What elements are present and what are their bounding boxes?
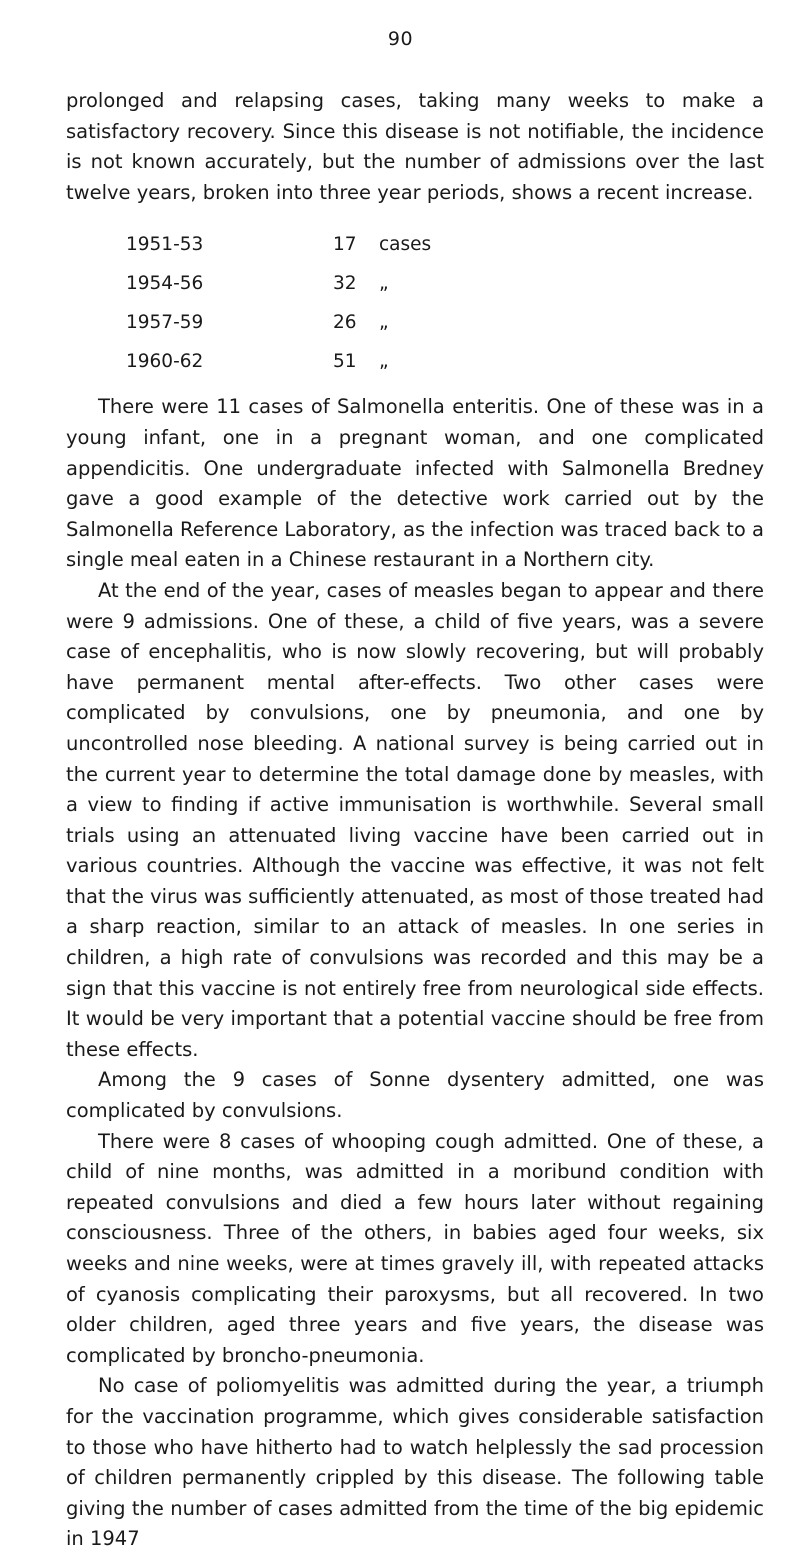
admissions-table — [66, 225, 431, 381]
page-number: 90 — [387, 28, 414, 50]
intro-paragraph: prolonged and relapsing cases, taking many weeks to make a satisfactory recovery. Since this disease is not notifiable, the incidence is not known accurately, but the number of admissions over the last twelve years, broken into three year periods, shows a recent increase. — [66, 89, 764, 204]
period-cell: 1960-62 — [126, 350, 204, 372]
table-row — [66, 342, 431, 381]
period-cell: 1951-53 — [126, 233, 204, 255]
unit-cell: „ — [379, 350, 389, 372]
whooping-cough-paragraph: There were 8 cases of whooping cough admitted. One of these, a child of nine months, was admitted in a moribund condition with repeated convulsions and died a few hours later without regaining consciousness. Three of the others, in babies aged four weeks, six weeks and nine weeks, were at times gravely ill, with repeated attacks of cyanosis complicating their paroxysms, but all recovered. In two older children, aged three years and five years, the disease was complicated by broncho-pneumonia. — [66, 1129, 764, 1367]
count-cell: 17 — [333, 233, 357, 255]
count-cell: 26 — [333, 311, 357, 333]
measles-paragraph: At the end of the year, cases of measles began to appear and there were 9 admissions. One of these, a child of five years, was a severe case of encephalitis, who is now slowly recovering, but will probably have permanent mental after-effects. Two other cases were complicated by convulsions, one by pneumonia, and one by uncontrolled nose bleeding. A national survey is being carried out in the current year to determine the total damage done by measles, with a view to finding if active immunisation is worthwhile. Several small trials using an attenuated living vaccine have been carried out in various countries. Although the vaccine was effective, it was not felt that the virus was sufficiently attenuated, as most of those treated had a sharp reaction, similar to an attack of measles. In one series in children, a high rate of convulsions was recorded and this may be a sign that this vaccine is not entirely free from neurological side effects. It would be very important that a potential vaccine should be free from these effects. — [66, 578, 764, 1061]
dysentery-paragraph: Among the 9 cases of Sonne dysentery admitted, one was complicated by convulsions. — [66, 1068, 764, 1123]
salmonella-paragraph: There were 11 cases of Salmonella enteritis. One of these was in a young infant, one in a pregnant woman, and one complicated appendicitis. One undergraduate infected with Salmonella Bredney gave a good example of the detective work carried out by the Salmonella Reference Laboratory, as the infection was traced back to a single meal eaten in a Chinese restaurant in a Northern city. — [66, 395, 764, 572]
unit-cell: „ — [379, 272, 389, 294]
unit-cell: „ — [379, 311, 389, 333]
count-cell: 32 — [333, 272, 357, 294]
poliomyelitis-paragraph: No case of poliomyelitis was admitted during the year, a triumph for the vaccination programme, which gives considerable satisfaction to those who have hitherto had to watch helplessly the sad procession of children permanently crippled by this disease. The following table giving the number of cases admitted from the time of the big epidemic in 1947 — [66, 1374, 764, 1551]
unit-cell: cases — [379, 233, 432, 255]
table-row — [66, 225, 431, 264]
table-row — [66, 303, 431, 342]
count-cell: 51 — [333, 350, 357, 372]
body-text — [66, 86, 764, 1555]
period-cell: 1954-56 — [126, 272, 204, 294]
period-cell: 1957-59 — [126, 311, 204, 333]
table-row — [66, 264, 431, 303]
